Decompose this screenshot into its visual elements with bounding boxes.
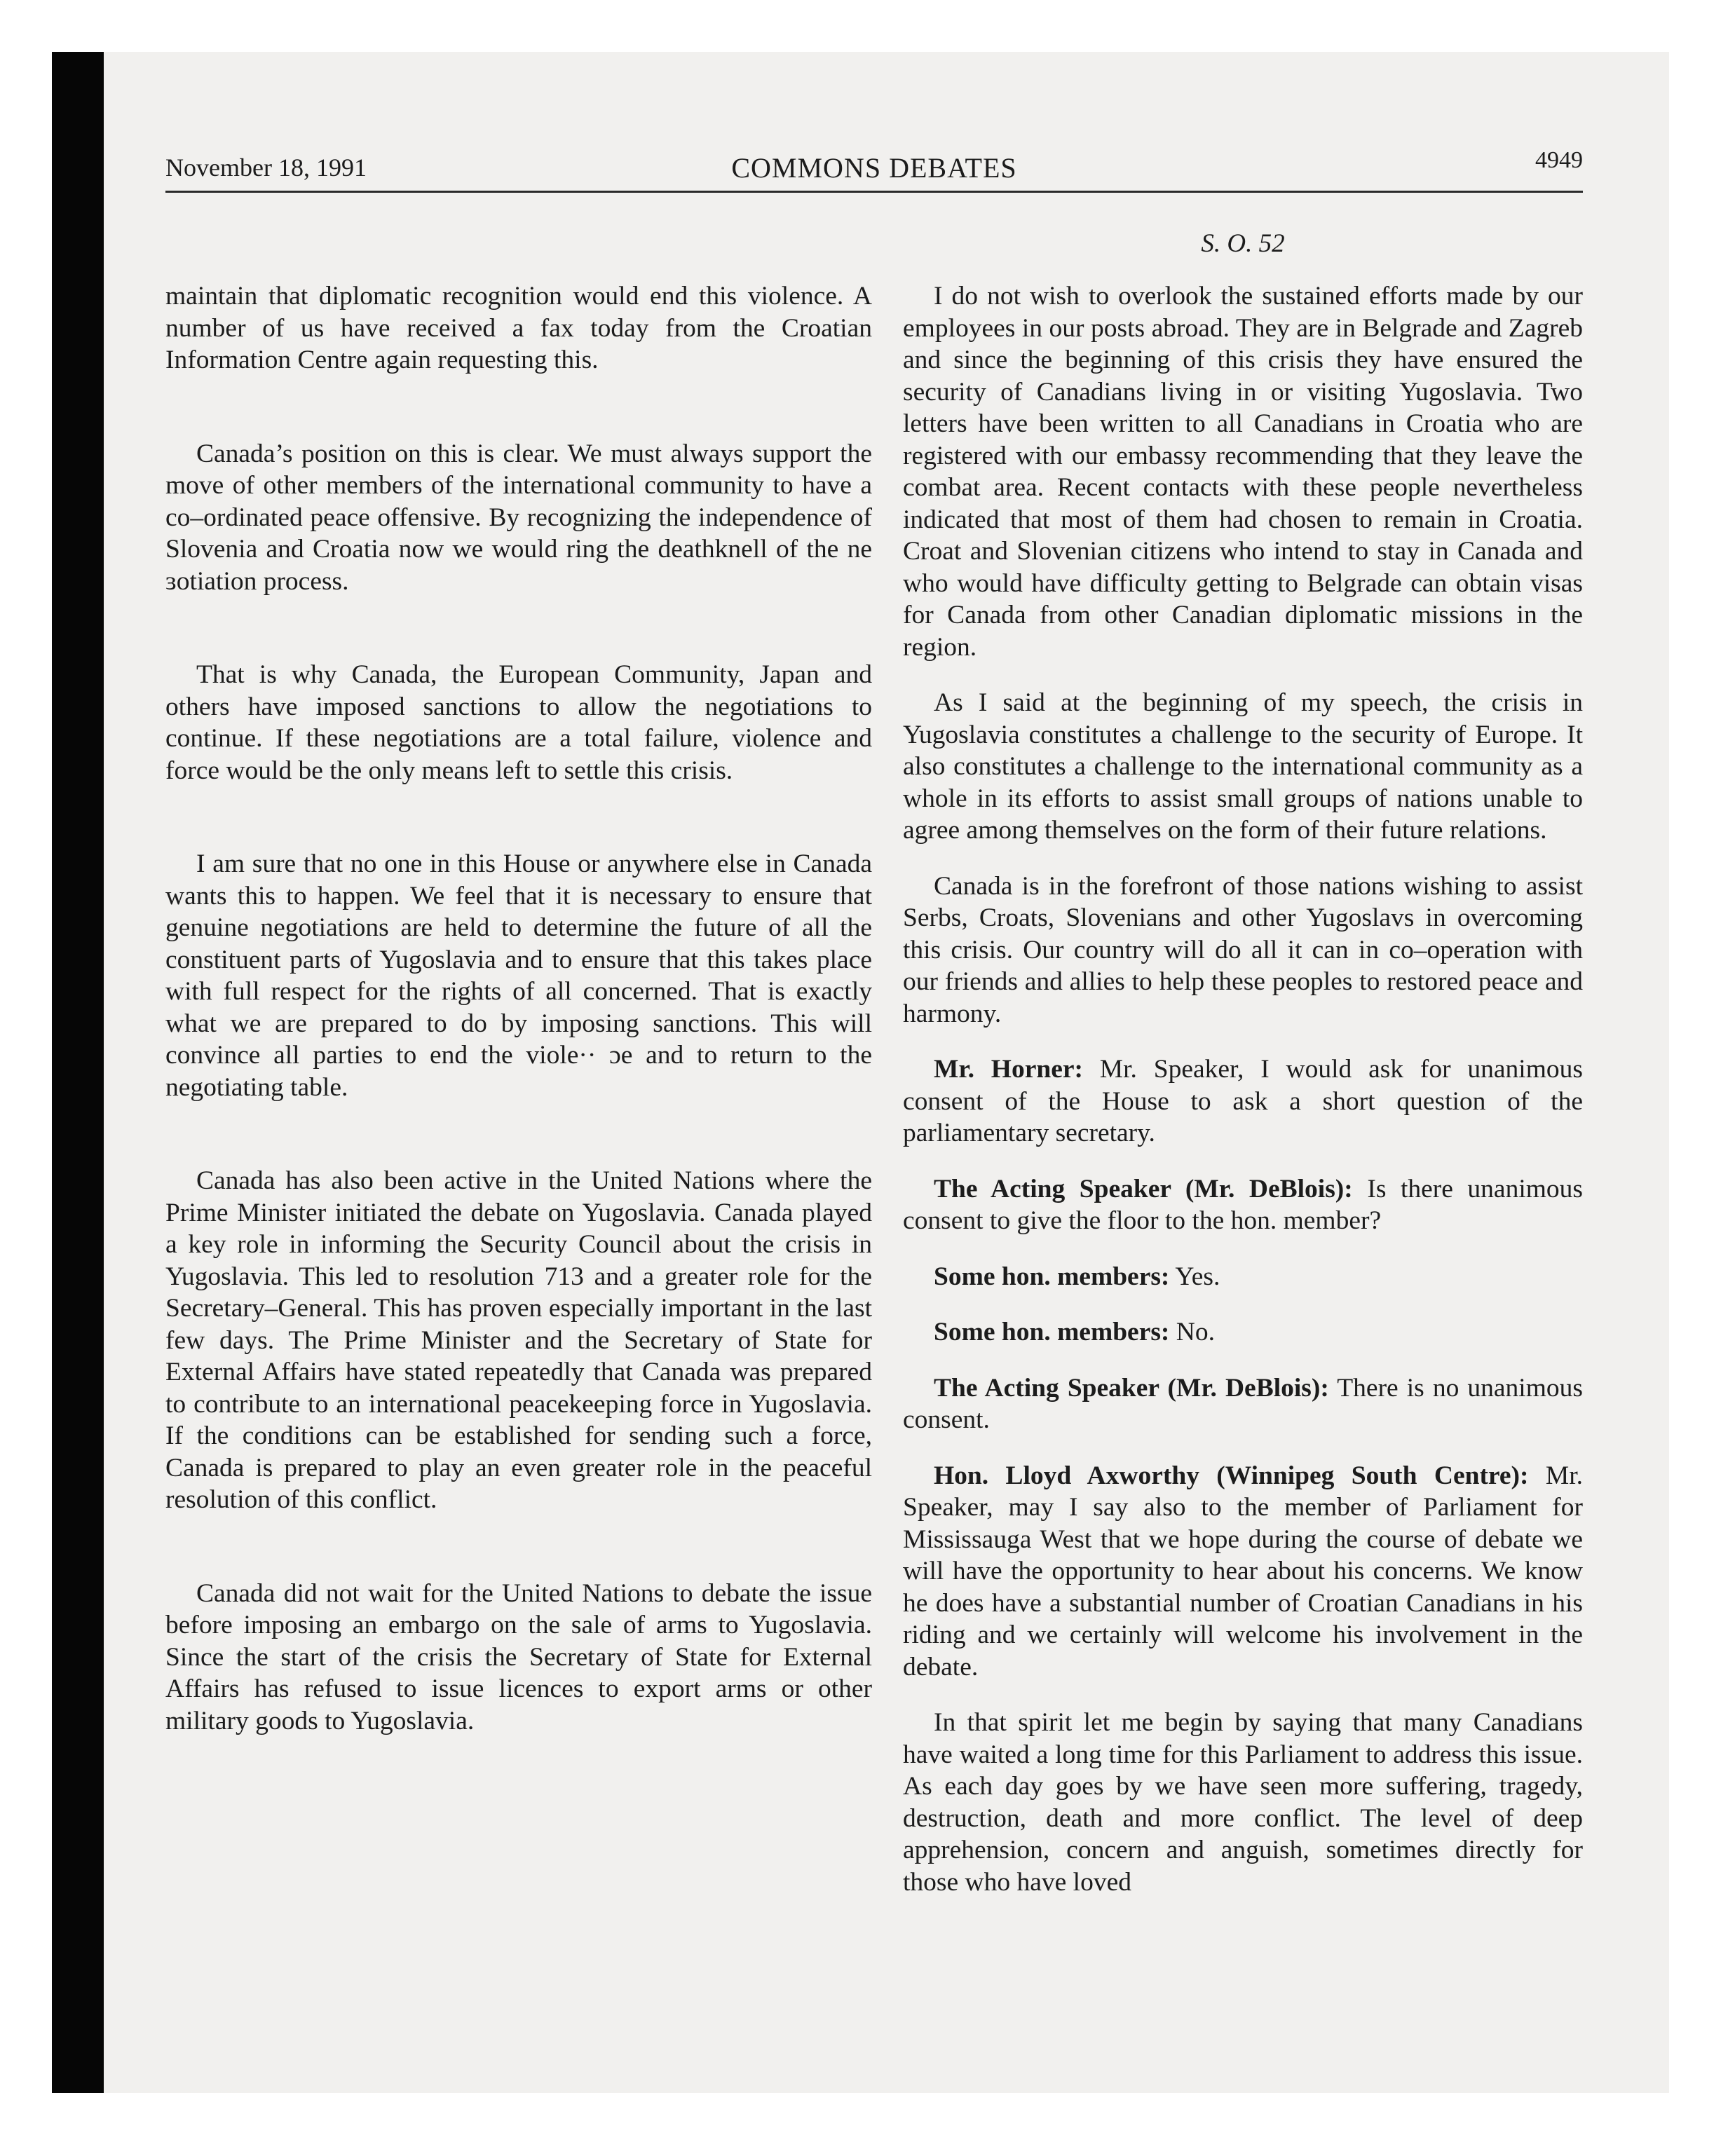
paragraph-text: Canada did not wait for the United Nations to debate the issue before imposing an embargo on the sale of arms to Yugoslavia. Since the start of the crisis the Secretary of State for External Affairs has refused to issue licences to export arms or other military goods to Yugoslavia. bbox=[165, 1578, 872, 1735]
paragraph bbox=[903, 1707, 1583, 1898]
speaker-name: The Acting Speaker (Mr. DeBlois): bbox=[934, 1373, 1329, 1403]
section-marker: S. O. 52 bbox=[1201, 229, 1285, 258]
paragraph bbox=[903, 1316, 1583, 1349]
left-column bbox=[165, 280, 872, 1799]
paragraph bbox=[903, 1261, 1583, 1293]
paragraph-text: I do not wish to overlook the sustained efforts made by our employees in our posts abroad. They are in Belgrade and Zagreb and since the beginning of this crisis they have ensured the security of Canadians living in or visiting Yugoslavia. Two letters have been written to all Canadians in Croatia who are registered with our embassy recommending that they leave the combat area. Recent contacts with these people nevertheless indicated that most of them had chosen to remain in Croatia. Croat and Slovenian citizens who intend to stay in Canada and who would have difficulty getting to Belgrade can obtain visas for Canada from other Canadian diplomatic missions in the region. bbox=[903, 282, 1583, 662]
paragraph bbox=[903, 1372, 1583, 1436]
paragraph-text: Mr. Speaker, I would ask for unanimous consent of the House to ask a short question of the parliamentary secretary. bbox=[903, 1055, 1583, 1147]
paragraph bbox=[165, 659, 872, 786]
paragraph bbox=[903, 1053, 1583, 1149]
paragraph bbox=[903, 1173, 1583, 1237]
speaker-name: Mr. Horner: bbox=[934, 1055, 1083, 1084]
speaker-name: The Acting Speaker (Mr. DeBlois): bbox=[934, 1174, 1353, 1203]
header-date: November 18, 1991 bbox=[165, 153, 367, 182]
speaker-name: Some hon. members: bbox=[934, 1318, 1170, 1346]
paragraph bbox=[165, 280, 872, 376]
paragraph bbox=[165, 848, 872, 1103]
paragraph bbox=[903, 1460, 1583, 1684]
paragraph bbox=[903, 871, 1583, 1030]
page-number: 4949 bbox=[1535, 147, 1583, 173]
paragraph bbox=[165, 1165, 872, 1516]
paragraph-text: Canada is in the forefront of those nations wishing to assist Serbs, Croats, Slovenians and other Yugoslavs in overcoming this crisis. Our country will do all it can in co–operation with our friends and allies to help these peoples to restored peace and harmony. bbox=[903, 871, 1583, 1028]
paragraph-text: I am sure that no one in this House or anywhere else in Canada wants this to happen. We feel that it is necessary to ensure that genuine negotiations are held to determine the future of all the constituent parts of Yugoslavia and to ensure that this takes place with full respect for the rights of all concerned. That is exactly what we are prepared to do by imposing sanctions. This will convince all parties to end the viole·· ɔe and to return to the negotiating table. bbox=[165, 850, 872, 1102]
paragraph-text: There is no unanimous consent. bbox=[903, 1373, 1583, 1434]
speaker-name: Some hon. members: bbox=[934, 1262, 1170, 1291]
paragraph-text: In that spirit let me begin by saying that many Canadians have waited a long time for this Parliament to address this issue. As each day goes by we have seen more suffering, tragedy, destruction, death and more conflict. The level of deep apprehension, concern and anguish, sometimes directly for those who have loved bbox=[903, 1708, 1583, 1897]
paragraph-text: No. bbox=[1176, 1318, 1216, 1346]
paragraph-text: Is there unanimous consent to give the floor to the hon. member? bbox=[903, 1174, 1584, 1235]
paragraph-text: maintain that diplomatic recognition would end this violence. A number of us have received a fax today from the Croatian Information Centre again requesting this. bbox=[165, 282, 872, 374]
paragraph-text: Canada has also been active in the United Nations where the Prime Minister initiated the debate on Yugoslavia. Canada played a key role in informing the Security Council about the crisis in Yugoslavia. This led to resolution 713 and a greater role for the Secretary–General. This has proven especially important in the last few days. The Prime Minister and the Secretary of State for External Affairs have stated repeatedly that Canada was prepared to contribute to an international peacekeeping force in Yugoslavia. If the conditions can be established for sending such a force, Canada is prepared to play an even greater role in the peaceful resolution of this conflict. bbox=[165, 1166, 872, 1514]
header-title: COMMONS DEBATES bbox=[731, 152, 1017, 184]
paragraph-text: That is why Canada, the European Community, Japan and others have imposed sanctions to allow the negotiations to continue. If these negotiations are a total failure, violence and force would be the only means left to settle this crisis. bbox=[165, 660, 872, 785]
right-column bbox=[903, 280, 1583, 1922]
paragraph-text: As I said at the beginning of my speech, the crisis in Yugoslavia constitutes a challenge to the security of Europe. It also constitutes a challenge to the international community as a whole in its efforts to assist small groups of nations unable to agree among themselves on the form of their future relations. bbox=[903, 688, 1583, 845]
page-header bbox=[165, 147, 1583, 188]
binding-shadow bbox=[52, 52, 104, 2093]
paragraph-text: Mr. Speaker, may I say also to the member of Parliament for Mississauga West that we hope during the course of debate we will have the opportunity to hear about his concerns. We know he does have a substantial number of Croatian Canadians in his riding and we certainly will welcome his involvement in the debate. bbox=[903, 1461, 1584, 1681]
paragraph bbox=[903, 687, 1583, 847]
paragraph-text: Yes. bbox=[1175, 1262, 1220, 1291]
paragraph-text: Canada’s position on this is clear. We must always support the move of other members of the international community to have a co–ordinated peace offensive. By recognizing the independence of Slovenia and Croatia now we would ring the deathknell of the ne ɜotiation process. bbox=[165, 439, 872, 596]
header-rule bbox=[165, 191, 1583, 193]
speaker-name: Hon. Lloyd Axworthy (Winnipeg South Centre): bbox=[934, 1461, 1529, 1490]
paragraph bbox=[165, 438, 872, 598]
paragraph bbox=[165, 1578, 872, 1738]
paragraph bbox=[903, 280, 1583, 663]
